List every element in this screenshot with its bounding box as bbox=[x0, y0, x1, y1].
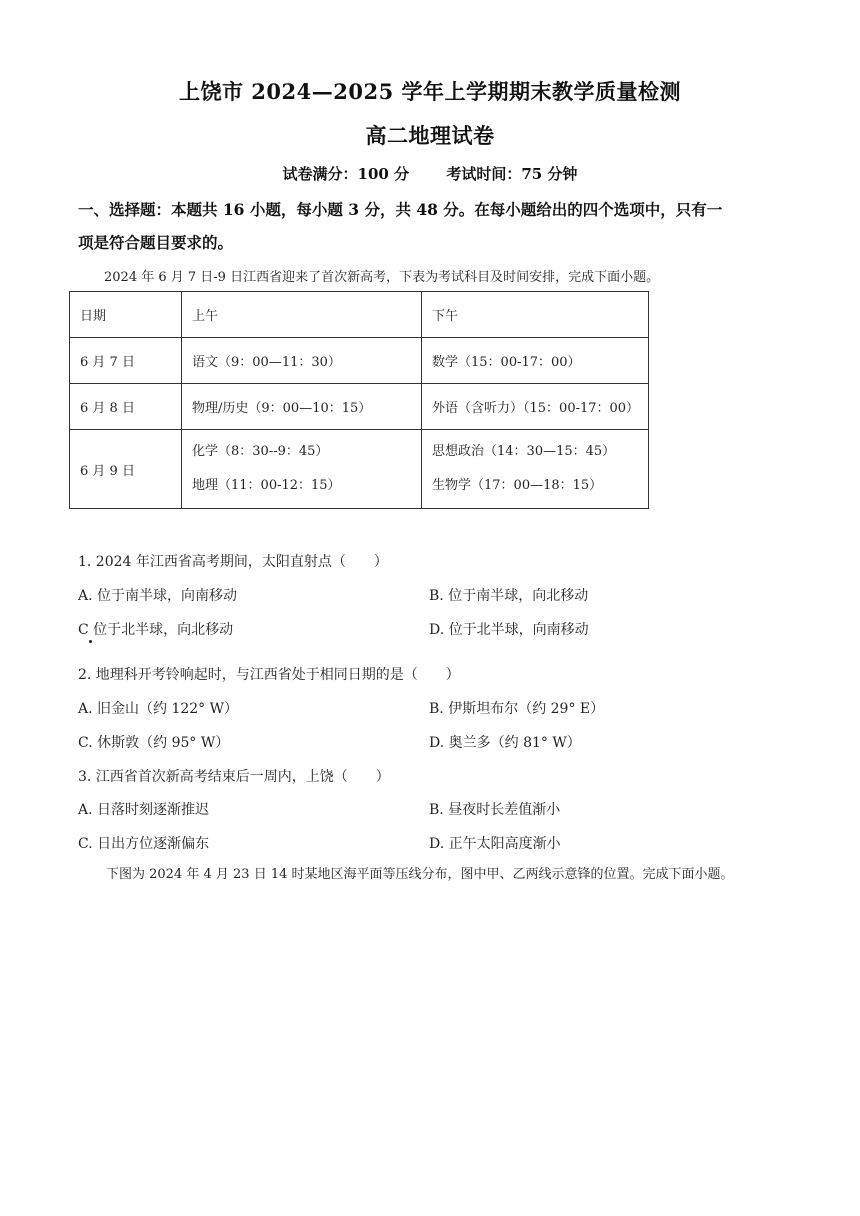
section-heading-line1: 一、选择题：本题共 16 小题，每小题 3 分，共 48 分。在每小题给出的四个选项中，只有一 bbox=[78, 200, 723, 219]
question-1-option-d: D. 位于北半球，向南移动 bbox=[429, 622, 589, 638]
header-date: 日期 bbox=[70, 292, 182, 338]
table-row bbox=[70, 430, 649, 509]
row-am: 语文（9：00—11：30） bbox=[182, 338, 422, 384]
question-1-option-c: C 位于北半球，向北移动 bbox=[78, 622, 234, 638]
exam-title: 上饶市 2024—2025 学年上学期期末教学质量检测 bbox=[178, 79, 681, 104]
table-row bbox=[70, 338, 649, 384]
row-pm-line: 思想政治（14：30—15：45） bbox=[432, 444, 616, 459]
exam-subtitle: 高二地理试卷 bbox=[365, 123, 495, 148]
header-am: 上午 bbox=[182, 292, 422, 338]
row-pm: 外语（含听力）（15：00-17：00） bbox=[422, 384, 649, 430]
question-3-option-c: C. 日出方位逐渐偏东 bbox=[78, 836, 210, 852]
question-2-option-b: B. 伊斯坦布尔（约 29° E） bbox=[429, 701, 605, 717]
question-3-option-a: A. 日落时刻逐渐推迟 bbox=[78, 802, 210, 818]
exam-meta bbox=[0, 163, 860, 184]
exam-time: 考试时间：75 分钟 bbox=[446, 165, 578, 183]
row-am-line: 地理（11：00-12：15） bbox=[192, 478, 341, 493]
table-intro: 2024 年 6 月 7 日-9 日江西省迎来了首次新高考，下表为考试科目及时间安排，完成下面小题。 bbox=[104, 270, 660, 285]
row-date: 6 月 9 日 bbox=[70, 430, 182, 509]
row-am-line: 化学（8：30--9：45） bbox=[192, 444, 329, 459]
stray-dot bbox=[89, 640, 92, 643]
question-1-stem: 1. 2024 年江西省高考期间，太阳直射点（ ） bbox=[78, 554, 388, 570]
row-pm bbox=[422, 430, 649, 509]
question-1-option-a: A. 位于南半球，向南移动 bbox=[78, 588, 238, 604]
row-date: 6 月 7 日 bbox=[70, 338, 182, 384]
map-intro: 下图为 2024 年 4 月 23 日 14 时某地区海平面等压线分布，图中甲、乙两线示意锋的位置。完成下面小题。 bbox=[106, 867, 734, 882]
row-pm-line: 生物学（17：00—18：15） bbox=[432, 478, 603, 493]
question-1-option-b: B. 位于南半球，向北移动 bbox=[429, 588, 589, 604]
row-pm: 数学（15：00-17：00） bbox=[422, 338, 649, 384]
question-2-option-c: C. 休斯敦（约 95° W） bbox=[78, 735, 230, 751]
row-date: 6 月 8 日 bbox=[70, 384, 182, 430]
header-pm: 下午 bbox=[422, 292, 649, 338]
question-3-option-b: B. 昼夜时长差值渐小 bbox=[429, 802, 561, 818]
question-2-stem: 2. 地理科开考铃响起时，与江西省处于相同日期的是（ ） bbox=[78, 667, 460, 683]
schedule-table bbox=[69, 291, 649, 509]
question-2-option-d: D. 奥兰多（约 81° W） bbox=[429, 735, 581, 751]
row-am bbox=[182, 430, 422, 509]
table-row bbox=[70, 384, 649, 430]
section-heading-line2: 项是符合题目要求的。 bbox=[78, 233, 234, 252]
question-2-option-a: A. 旧金山（约 122° W） bbox=[78, 701, 239, 717]
table-header-row bbox=[70, 292, 649, 338]
question-3-option-d: D. 正午太阳高度渐小 bbox=[429, 836, 561, 852]
row-am: 物理/历史（9：00—10：15） bbox=[182, 384, 422, 430]
full-score: 试卷满分：100 分 bbox=[282, 165, 410, 183]
question-3-stem: 3. 江西省首次新高考结束后一周内，上饶（ ） bbox=[78, 769, 390, 785]
